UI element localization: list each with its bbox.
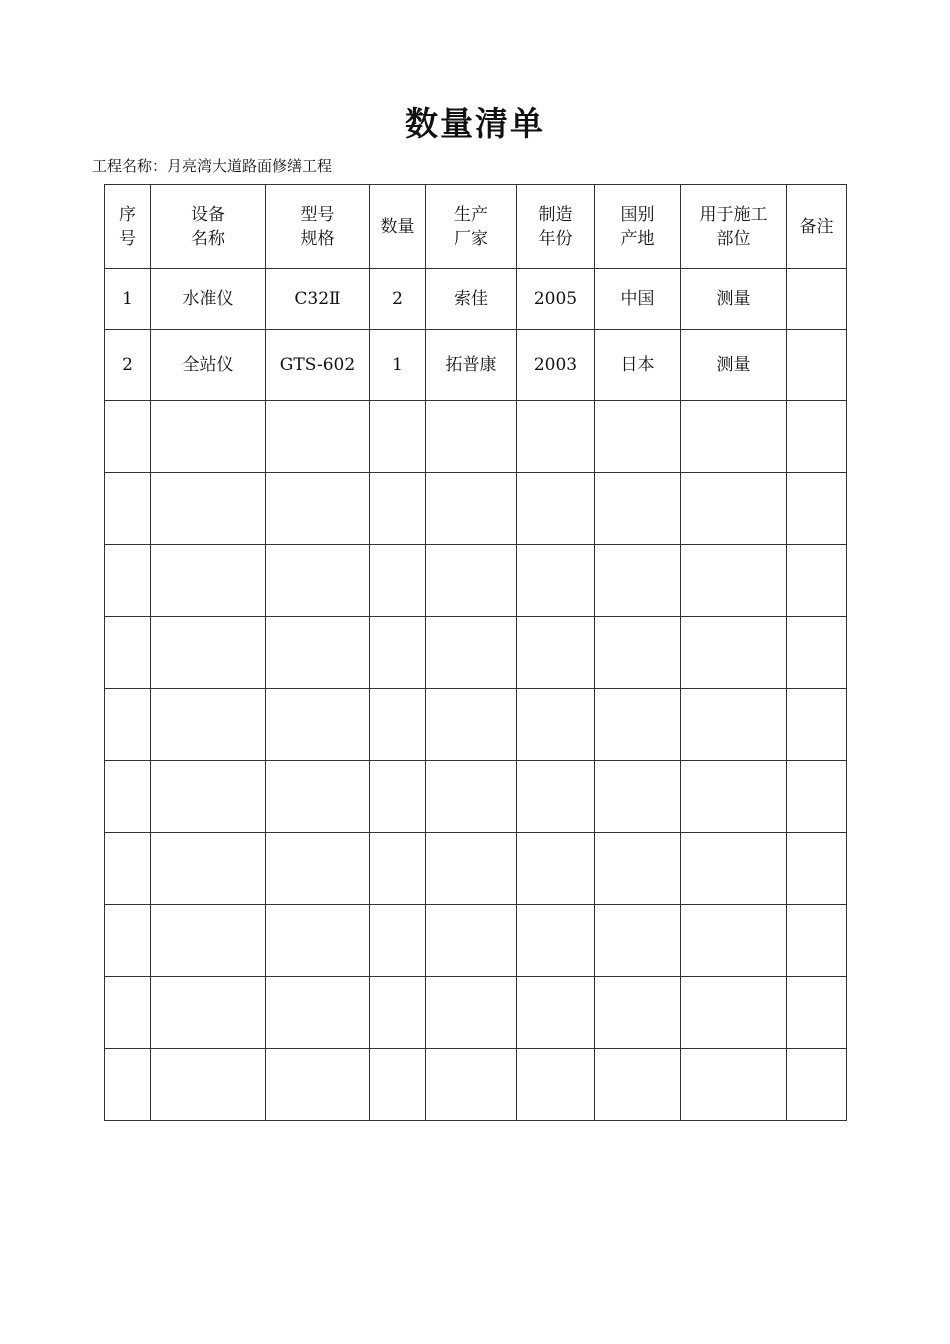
cell-usage bbox=[681, 545, 787, 617]
cell-equipment-name: 水准仪 bbox=[151, 269, 266, 330]
header-origin: 国别 产地 bbox=[595, 185, 681, 269]
cell-manufacturer: 拓普康 bbox=[426, 330, 517, 401]
cell-quantity: 1 bbox=[370, 330, 426, 401]
cell-manufacturer bbox=[426, 1049, 517, 1121]
cell-origin: 中国 bbox=[595, 269, 681, 330]
cell-model-spec bbox=[266, 833, 370, 905]
cell-year bbox=[517, 473, 595, 545]
cell-equipment-name bbox=[151, 617, 266, 689]
cell-model-spec: GTS-602 bbox=[266, 330, 370, 401]
cell-usage bbox=[681, 473, 787, 545]
table-row bbox=[105, 617, 847, 689]
cell-equipment-name: 全站仪 bbox=[151, 330, 266, 401]
cell-equipment-name bbox=[151, 761, 266, 833]
table-body bbox=[105, 269, 847, 1121]
cell-usage bbox=[681, 905, 787, 977]
cell-model-spec bbox=[266, 401, 370, 473]
equipment-list-table bbox=[104, 184, 847, 1121]
cell-origin bbox=[595, 689, 681, 761]
cell-origin bbox=[595, 905, 681, 977]
cell-remarks bbox=[787, 833, 847, 905]
cell-manufacturer bbox=[426, 833, 517, 905]
header-manufacturer: 生产 厂家 bbox=[426, 185, 517, 269]
cell-origin bbox=[595, 617, 681, 689]
table-row bbox=[105, 689, 847, 761]
cell-quantity bbox=[370, 473, 426, 545]
cell-quantity: 2 bbox=[370, 269, 426, 330]
cell-manufacturer bbox=[426, 473, 517, 545]
header-index: 序 号 bbox=[105, 185, 151, 269]
cell-manufacturer: 索佳 bbox=[426, 269, 517, 330]
cell-equipment-name bbox=[151, 689, 266, 761]
cell-quantity bbox=[370, 833, 426, 905]
cell-usage bbox=[681, 689, 787, 761]
header-model-spec: 型号 规格 bbox=[266, 185, 370, 269]
cell-origin bbox=[595, 833, 681, 905]
cell-quantity bbox=[370, 977, 426, 1049]
cell-remarks bbox=[787, 761, 847, 833]
cell-year bbox=[517, 401, 595, 473]
cell-model-spec bbox=[266, 689, 370, 761]
cell-remarks bbox=[787, 473, 847, 545]
cell-equipment-name bbox=[151, 1049, 266, 1121]
cell-year bbox=[517, 689, 595, 761]
cell-index bbox=[105, 1049, 151, 1121]
table-row bbox=[105, 833, 847, 905]
header-quantity: 数量 bbox=[370, 185, 426, 269]
cell-year bbox=[517, 833, 595, 905]
cell-year bbox=[517, 1049, 595, 1121]
cell-usage: 测量 bbox=[681, 330, 787, 401]
cell-remarks bbox=[787, 977, 847, 1049]
cell-origin bbox=[595, 545, 681, 617]
cell-origin bbox=[595, 977, 681, 1049]
cell-index: 1 bbox=[105, 269, 151, 330]
cell-index bbox=[105, 761, 151, 833]
header-remarks: 备注 bbox=[787, 185, 847, 269]
cell-equipment-name bbox=[151, 545, 266, 617]
cell-index bbox=[105, 689, 151, 761]
cell-model-spec bbox=[266, 1049, 370, 1121]
cell-manufacturer bbox=[426, 545, 517, 617]
cell-remarks bbox=[787, 905, 847, 977]
project-name: 工程名称：月亮湾大道路面修缮工程 bbox=[92, 157, 333, 175]
cell-usage bbox=[681, 761, 787, 833]
cell-remarks bbox=[787, 401, 847, 473]
cell-model-spec bbox=[266, 905, 370, 977]
cell-index bbox=[105, 545, 151, 617]
cell-model-spec bbox=[266, 473, 370, 545]
cell-quantity bbox=[370, 1049, 426, 1121]
cell-index bbox=[105, 617, 151, 689]
cell-model-spec bbox=[266, 977, 370, 1049]
cell-origin: 日本 bbox=[595, 330, 681, 401]
table-row bbox=[105, 761, 847, 833]
cell-origin bbox=[595, 401, 681, 473]
cell-usage: 测量 bbox=[681, 269, 787, 330]
cell-index bbox=[105, 401, 151, 473]
cell-origin bbox=[595, 761, 681, 833]
header-equipment-name: 设备 名称 bbox=[151, 185, 266, 269]
cell-remarks bbox=[787, 330, 847, 401]
cell-index bbox=[105, 905, 151, 977]
cell-usage bbox=[681, 617, 787, 689]
cell-quantity bbox=[370, 689, 426, 761]
cell-manufacturer bbox=[426, 761, 517, 833]
cell-equipment-name bbox=[151, 833, 266, 905]
cell-origin bbox=[595, 473, 681, 545]
cell-remarks bbox=[787, 689, 847, 761]
cell-quantity bbox=[370, 545, 426, 617]
cell-index: 2 bbox=[105, 330, 151, 401]
cell-year: 2005 bbox=[517, 269, 595, 330]
cell-model-spec: C32Ⅱ bbox=[266, 269, 370, 330]
cell-index bbox=[105, 833, 151, 905]
table-row bbox=[105, 269, 847, 330]
cell-usage bbox=[681, 833, 787, 905]
cell-remarks bbox=[787, 545, 847, 617]
cell-model-spec bbox=[266, 761, 370, 833]
cell-usage bbox=[681, 1049, 787, 1121]
cell-quantity bbox=[370, 905, 426, 977]
cell-quantity bbox=[370, 617, 426, 689]
cell-index bbox=[105, 977, 151, 1049]
cell-equipment-name bbox=[151, 977, 266, 1049]
table-row bbox=[105, 977, 847, 1049]
table-row bbox=[105, 330, 847, 401]
cell-remarks bbox=[787, 1049, 847, 1121]
cell-remarks bbox=[787, 269, 847, 330]
cell-manufacturer bbox=[426, 905, 517, 977]
cell-model-spec bbox=[266, 617, 370, 689]
table-row bbox=[105, 473, 847, 545]
header-row bbox=[105, 185, 847, 269]
document-title: 数量清单 bbox=[405, 104, 545, 143]
cell-usage bbox=[681, 401, 787, 473]
cell-year bbox=[517, 761, 595, 833]
cell-origin bbox=[595, 1049, 681, 1121]
cell-manufacturer bbox=[426, 977, 517, 1049]
cell-year: 2003 bbox=[517, 330, 595, 401]
cell-manufacturer bbox=[426, 617, 517, 689]
cell-year bbox=[517, 617, 595, 689]
cell-equipment-name bbox=[151, 473, 266, 545]
table-row bbox=[105, 905, 847, 977]
header-usage: 用于施工 部位 bbox=[681, 185, 787, 269]
table-row bbox=[105, 545, 847, 617]
cell-manufacturer bbox=[426, 689, 517, 761]
cell-usage bbox=[681, 977, 787, 1049]
header-year: 制造 年份 bbox=[517, 185, 595, 269]
cell-year bbox=[517, 905, 595, 977]
cell-remarks bbox=[787, 617, 847, 689]
cell-quantity bbox=[370, 401, 426, 473]
table-row bbox=[105, 401, 847, 473]
cell-equipment-name bbox=[151, 401, 266, 473]
cell-quantity bbox=[370, 761, 426, 833]
cell-year bbox=[517, 545, 595, 617]
cell-index bbox=[105, 473, 151, 545]
cell-manufacturer bbox=[426, 401, 517, 473]
cell-model-spec bbox=[266, 545, 370, 617]
table-row bbox=[105, 1049, 847, 1121]
cell-equipment-name bbox=[151, 905, 266, 977]
cell-year bbox=[517, 977, 595, 1049]
